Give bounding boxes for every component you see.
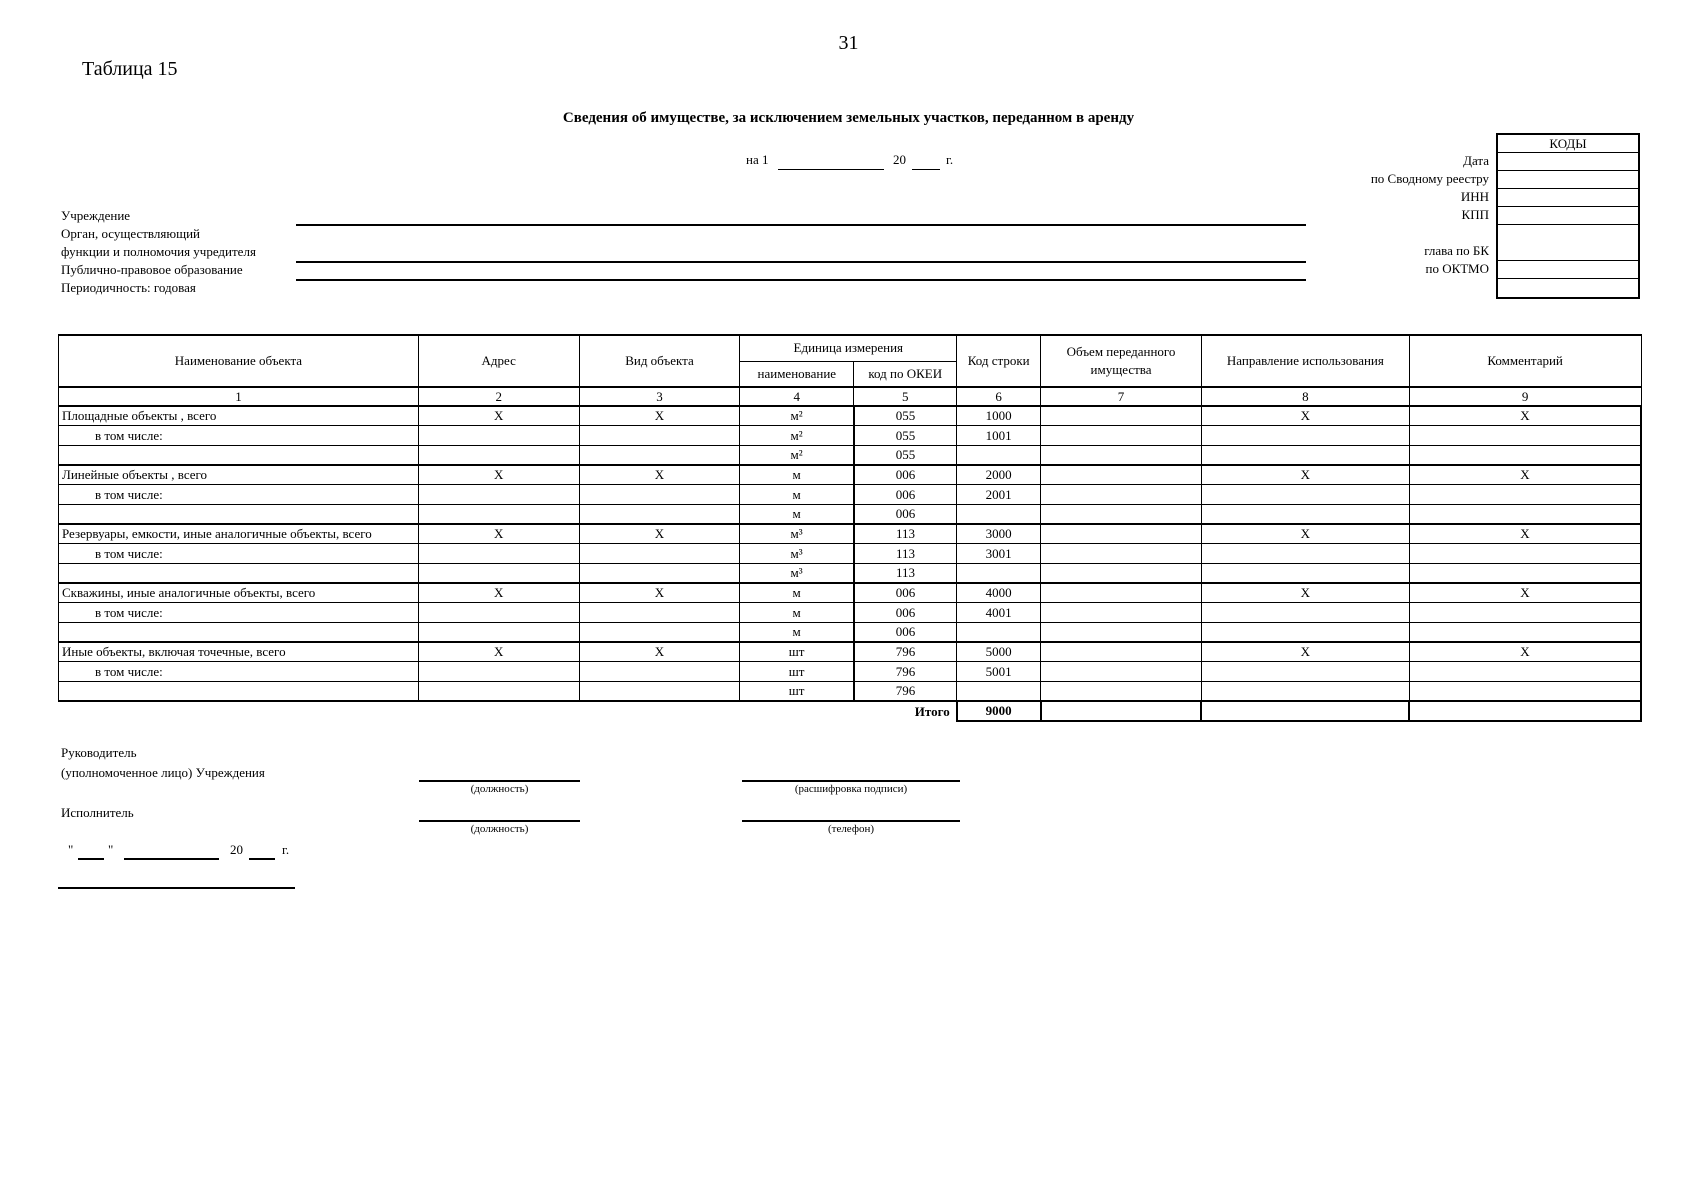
header-unit: Единица измерения: [740, 335, 957, 361]
cell-unit-name: м: [740, 485, 854, 505]
cell-line-code: 1001: [957, 426, 1041, 446]
cell-unit-name: шт: [740, 682, 854, 702]
cell-line-code: 4000: [957, 583, 1041, 603]
total-direction-cell[interactable]: [1201, 701, 1409, 721]
head-signature-caption: (расшифровка подписи): [794, 783, 908, 795]
table-row: [59, 524, 1642, 544]
cell-unit-name: шт: [740, 662, 854, 682]
cell-address[interactable]: [418, 623, 579, 643]
cell-line-code: [957, 682, 1041, 702]
cell-line-code: 4001: [957, 603, 1041, 623]
date-suffix: г.: [946, 152, 954, 167]
founder-field[interactable]: [296, 261, 1306, 263]
cell-line-code: [957, 623, 1041, 643]
table-row: [59, 623, 1642, 643]
cell-okei-code: 113: [854, 524, 957, 544]
table-row: [59, 544, 1642, 564]
cell-object-kind[interactable]: X: [579, 583, 740, 603]
table-row: [59, 662, 1642, 682]
cell-volume[interactable]: [1041, 603, 1202, 623]
cell-okei-code: 796: [854, 662, 957, 682]
cell-volume[interactable]: [1041, 524, 1202, 544]
cell-direction[interactable]: X: [1201, 642, 1409, 662]
cell-comment[interactable]: [1409, 682, 1641, 702]
codes-label-empty: [1371, 224, 1489, 242]
sign-date-day-field[interactable]: [78, 842, 104, 860]
cell-line-code: 2000: [957, 465, 1041, 485]
total-comment-cell[interactable]: [1409, 701, 1641, 721]
cell-object-kind[interactable]: X: [579, 465, 740, 485]
date-day-month-field[interactable]: [778, 152, 884, 170]
column-number: 9: [1409, 387, 1641, 406]
bottom-rule: [58, 887, 295, 889]
table-body: [59, 406, 1642, 701]
code-field-bk[interactable]: [1498, 225, 1638, 261]
cell-comment[interactable]: [1409, 485, 1641, 505]
table-label: Таблица 15: [82, 58, 178, 80]
sign-date-year-field[interactable]: [249, 842, 275, 860]
cell-unit-name: м³: [740, 544, 854, 564]
cell-object-kind[interactable]: [579, 544, 740, 564]
page-number: 31: [838, 32, 859, 54]
cell-volume[interactable]: [1041, 662, 1202, 682]
cell-direction[interactable]: [1201, 662, 1409, 682]
cell-okei-code: 113: [854, 564, 957, 584]
cell-volume[interactable]: [1041, 445, 1202, 465]
cell-comment[interactable]: [1409, 662, 1641, 682]
column-number: 2: [418, 387, 579, 406]
cell-object-name: Линейные объекты , всего: [59, 465, 419, 485]
head-label-2: (уполномоченное лицо) Учреждения: [61, 765, 265, 780]
cell-object-kind[interactable]: [579, 564, 740, 584]
sign-date-year-prefix: 20: [230, 842, 243, 857]
codes-label-inn: ИНН: [1460, 189, 1489, 204]
cell-address[interactable]: X: [418, 406, 579, 426]
cell-address[interactable]: X: [418, 583, 579, 603]
cell-object-kind[interactable]: [579, 662, 740, 682]
cell-line-code: 2001: [957, 485, 1041, 505]
sign-date-open-quote: ": [68, 842, 74, 857]
cell-comment[interactable]: X: [1409, 524, 1641, 544]
cell-okei-code: 006: [854, 623, 957, 643]
organization-labels: [61, 207, 256, 297]
executor-position-caption: (должность): [470, 823, 529, 835]
sign-date-close-quote: ": [108, 842, 114, 857]
cell-direction[interactable]: [1201, 564, 1409, 584]
header-direction: Направление использования: [1201, 335, 1409, 387]
head-label-1: Руководитель: [61, 745, 137, 760]
cell-object-name: в том числе:: [59, 544, 419, 564]
header-unit-okei: код по ОКЕИ: [854, 361, 957, 387]
sign-date-month-field[interactable]: [124, 842, 219, 860]
executor-phone-caption: (телефон): [827, 823, 875, 835]
date-year-prefix: 20: [893, 152, 906, 167]
cell-volume[interactable]: [1041, 406, 1202, 426]
cell-object-name: в том числе:: [59, 603, 419, 623]
codes-label-registry: по Сводному реестру: [1370, 171, 1489, 186]
cell-direction[interactable]: [1201, 485, 1409, 505]
table-row: [59, 504, 1642, 524]
table-row: [59, 583, 1642, 603]
cell-unit-name: м: [740, 504, 854, 524]
cell-comment[interactable]: [1409, 504, 1641, 524]
cell-object-name: [59, 504, 419, 524]
cell-unit-name: м²: [740, 406, 854, 426]
cell-object-kind[interactable]: [579, 603, 740, 623]
cell-comment[interactable]: X: [1409, 406, 1641, 426]
cell-direction[interactable]: X: [1201, 583, 1409, 603]
label-founder-1: Орган, осуществляющий: [61, 226, 200, 241]
header-comment: Комментарий: [1409, 335, 1641, 387]
total-volume-cell[interactable]: [1041, 701, 1202, 721]
code-field-oktmo[interactable]: [1498, 261, 1638, 279]
cell-direction[interactable]: [1201, 426, 1409, 446]
table-row: [59, 485, 1642, 505]
head-position-caption: (должность): [470, 783, 529, 795]
cell-address[interactable]: [418, 426, 579, 446]
cell-unit-name: м²: [740, 426, 854, 446]
cell-object-name: в том числе:: [59, 426, 419, 446]
cell-object-kind[interactable]: X: [579, 406, 740, 426]
label-institution: Учреждение: [61, 208, 131, 223]
sign-date-suffix: г.: [282, 842, 290, 857]
cell-object-name: Площадные объекты , всего: [59, 406, 419, 426]
cell-comment[interactable]: [1409, 623, 1641, 643]
table-row: [59, 426, 1642, 446]
header-address: Адрес: [418, 335, 579, 387]
cell-object-name: Резервуары, емкости, иные аналогичные объекты, всего: [59, 524, 419, 544]
total-line-code: 9000: [957, 701, 1041, 721]
cell-direction[interactable]: [1201, 544, 1409, 564]
cell-okei-code: 113: [854, 544, 957, 564]
label-periodicity: Периодичность: годовая: [61, 280, 196, 295]
table-row: [59, 406, 1642, 426]
cell-address[interactable]: [418, 682, 579, 702]
column-number: 8: [1201, 387, 1409, 406]
cell-object-name: в том числе:: [59, 485, 419, 505]
cell-comment[interactable]: [1409, 564, 1641, 584]
cell-comment[interactable]: X: [1409, 465, 1641, 485]
table-row: [59, 445, 1642, 465]
public-entity-field[interactable]: [296, 279, 1306, 281]
codes-label-kpp: КПП: [1461, 207, 1489, 222]
codes-label-oktmo: по ОКТМО: [1425, 261, 1489, 276]
cell-address[interactable]: [418, 485, 579, 505]
cell-volume[interactable]: [1041, 623, 1202, 643]
cell-okei-code: 006: [854, 465, 957, 485]
table-row: [59, 642, 1642, 662]
cell-object-name: Скважины, иные аналогичные объекты, всего: [59, 583, 419, 603]
cell-volume[interactable]: [1041, 682, 1202, 702]
cell-unit-name: м: [740, 603, 854, 623]
cell-line-code: 5000: [957, 642, 1041, 662]
date-year-field[interactable]: [912, 152, 940, 170]
cell-okei-code: 006: [854, 603, 957, 623]
code-field-extra[interactable]: [1498, 279, 1638, 297]
cell-address[interactable]: [418, 544, 579, 564]
cell-line-code: 1000: [957, 406, 1041, 426]
codes-box: [1496, 133, 1640, 299]
cell-line-code: 5001: [957, 662, 1041, 682]
total-label: Итого: [914, 703, 950, 719]
column-number: 6: [957, 387, 1041, 406]
cell-object-kind[interactable]: [579, 623, 740, 643]
cell-volume[interactable]: [1041, 504, 1202, 524]
cell-object-name: в том числе:: [59, 662, 419, 682]
cell-unit-name: м³: [740, 524, 854, 544]
table-row: [59, 465, 1642, 485]
cell-line-code: 3000: [957, 524, 1041, 544]
cell-address[interactable]: X: [418, 642, 579, 662]
table-row: [59, 564, 1642, 584]
label-founder-2: функции и полномочия учредителя: [61, 244, 256, 259]
column-number: 4: [740, 387, 854, 406]
cell-object-kind[interactable]: [579, 485, 740, 505]
executor-phone-field[interactable]: [742, 820, 960, 822]
cell-okei-code: 796: [854, 682, 957, 702]
codes-labels: [1371, 152, 1489, 278]
cell-line-code: 3001: [957, 544, 1041, 564]
codes-label-bk: глава по БК: [1424, 243, 1489, 258]
header-volume: Объем переданного имущества: [1041, 335, 1202, 387]
head-signature-field[interactable]: [742, 780, 960, 782]
cell-address[interactable]: [418, 564, 579, 584]
cell-comment[interactable]: X: [1409, 583, 1641, 603]
cell-volume[interactable]: [1041, 485, 1202, 505]
cell-line-code: [957, 504, 1041, 524]
label-public-entity: Публично-правовое образование: [61, 262, 243, 277]
cell-direction[interactable]: X: [1201, 465, 1409, 485]
executor-position-field[interactable]: [419, 820, 580, 822]
cell-object-name: [59, 623, 419, 643]
code-field-date[interactable]: [1498, 153, 1638, 171]
cell-object-name: [59, 445, 419, 465]
cell-object-name: Иные объекты, включая точечные, всего: [59, 642, 419, 662]
cell-object-kind[interactable]: [579, 426, 740, 446]
code-field-inn[interactable]: [1498, 189, 1638, 207]
cell-object-kind[interactable]: X: [579, 524, 740, 544]
header-line-code: Код строки: [957, 335, 1041, 387]
cell-okei-code: 055: [854, 426, 957, 446]
cell-unit-name: м: [740, 465, 854, 485]
cell-unit-name: м³: [740, 564, 854, 584]
cell-object-name: [59, 564, 419, 584]
cell-volume[interactable]: [1041, 426, 1202, 446]
cell-unit-name: м²: [740, 445, 854, 465]
total-row: [59, 701, 1642, 721]
column-number: 7: [1041, 387, 1202, 406]
cell-direction[interactable]: [1201, 504, 1409, 524]
cell-direction[interactable]: [1201, 623, 1409, 643]
head-position-field[interactable]: [419, 780, 580, 782]
report-date-line: [746, 152, 768, 168]
cell-unit-name: шт: [740, 642, 854, 662]
cell-volume[interactable]: [1041, 544, 1202, 564]
table-row: [59, 603, 1642, 623]
column-number: 1: [59, 387, 419, 406]
table-row: [59, 682, 1642, 702]
executor-label: Исполнитель: [61, 805, 134, 820]
cell-comment[interactable]: [1409, 544, 1641, 564]
code-field-registry[interactable]: [1498, 171, 1638, 189]
cell-volume[interactable]: [1041, 583, 1202, 603]
cell-volume[interactable]: [1041, 642, 1202, 662]
cell-direction[interactable]: [1201, 445, 1409, 465]
cell-okei-code: 055: [854, 406, 957, 426]
cell-object-kind[interactable]: [579, 682, 740, 702]
cell-direction[interactable]: [1201, 682, 1409, 702]
cell-comment[interactable]: [1409, 603, 1641, 623]
cell-line-code: [957, 445, 1041, 465]
cell-okei-code: 796: [854, 642, 957, 662]
cell-address[interactable]: [418, 603, 579, 623]
cell-address[interactable]: [418, 445, 579, 465]
cell-comment[interactable]: [1409, 445, 1641, 465]
cell-line-code: [957, 564, 1041, 584]
column-number: 3: [579, 387, 740, 406]
header-object-name: Наименование объекта: [59, 335, 419, 387]
institution-field[interactable]: [296, 224, 1306, 226]
cell-address[interactable]: X: [418, 524, 579, 544]
cell-direction[interactable]: X: [1201, 406, 1409, 426]
column-number: 5: [854, 387, 957, 406]
cell-unit-name: м: [740, 623, 854, 643]
cell-object-kind[interactable]: X: [579, 642, 740, 662]
header-unit-name: наименование: [740, 361, 854, 387]
cell-volume[interactable]: [1041, 564, 1202, 584]
codes-label-date: Дата: [1463, 153, 1489, 168]
code-field-kpp[interactable]: [1498, 207, 1638, 225]
cell-okei-code: 055: [854, 445, 957, 465]
cell-address[interactable]: [418, 504, 579, 524]
cell-object-kind[interactable]: [579, 445, 740, 465]
header-object-kind: Вид объекта: [579, 335, 740, 387]
cell-okei-code: 006: [854, 504, 957, 524]
property-table: [58, 334, 1642, 722]
cell-direction[interactable]: [1201, 603, 1409, 623]
cell-address[interactable]: X: [418, 465, 579, 485]
cell-okei-code: 006: [854, 485, 957, 505]
cell-object-kind[interactable]: [579, 504, 740, 524]
cell-volume[interactable]: [1041, 465, 1202, 485]
cell-direction[interactable]: X: [1201, 524, 1409, 544]
date-prefix: на 1: [746, 152, 769, 167]
cell-object-name: [59, 682, 419, 702]
cell-comment[interactable]: [1409, 426, 1641, 446]
cell-address[interactable]: [418, 662, 579, 682]
cell-unit-name: м: [740, 583, 854, 603]
document-title: Сведения об имуществе, за исключением земельных участков, переданном в аренду: [562, 110, 1135, 126]
cell-comment[interactable]: X: [1409, 642, 1641, 662]
codes-header: КОДЫ: [1498, 135, 1638, 153]
cell-okei-code: 006: [854, 583, 957, 603]
